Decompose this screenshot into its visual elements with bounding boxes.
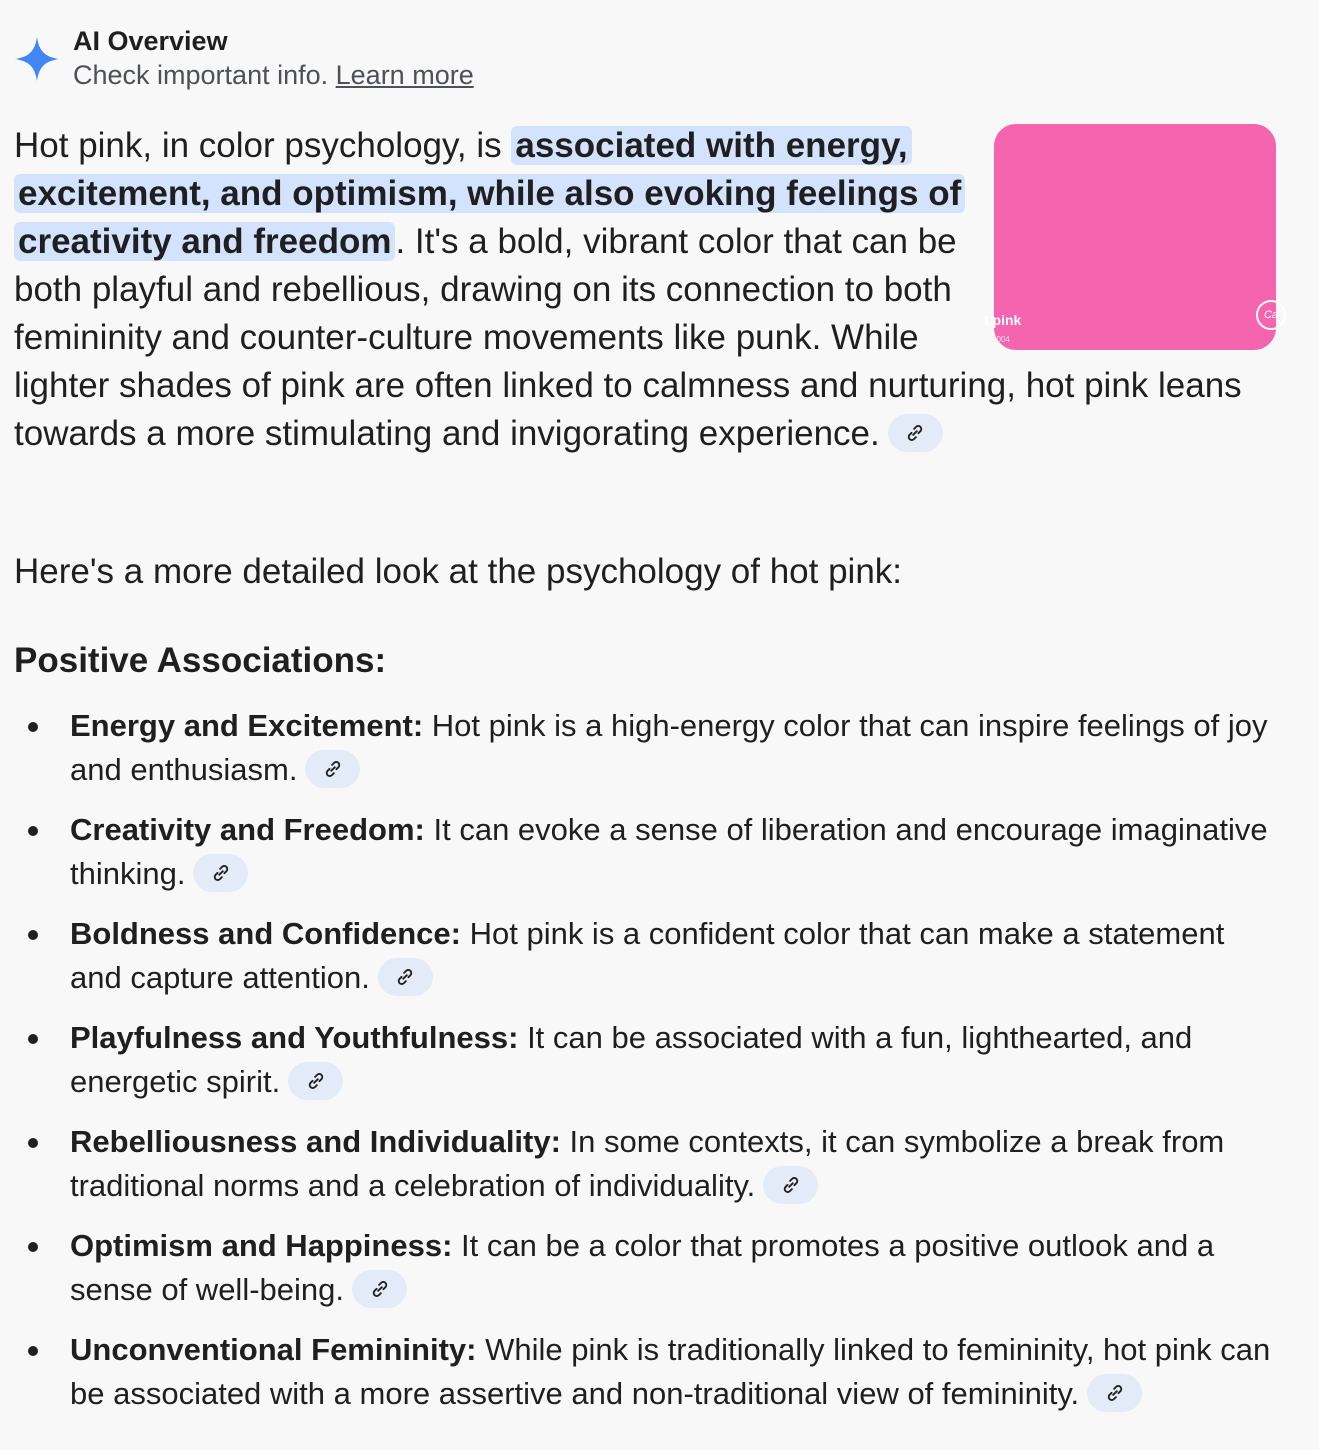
item-term: Boldness and Confidence: — [70, 916, 461, 951]
list-item — [14, 1120, 1276, 1208]
section-heading: Positive Associations: — [14, 641, 387, 680]
item-desc: It can evoke a sense of liberation and encourage imaginative thinking. — [70, 812, 1268, 891]
subtitle-text: Check important info. — [73, 60, 329, 90]
intro-paragraph — [14, 122, 1279, 458]
item-term: Optimism and Happiness: — [70, 1228, 453, 1263]
source-link-button[interactable] — [888, 414, 943, 452]
source-link-button[interactable] — [352, 1270, 407, 1308]
thumbnail-label: t pink — [984, 312, 1022, 328]
item-desc: Hot pink is a high-energy color that can inspire feelings of joy and enthusiasm. — [70, 708, 1268, 787]
ai-overview-title: AI Overview — [73, 26, 228, 56]
link-icon — [904, 422, 926, 444]
link-icon — [322, 758, 344, 780]
source-link-button[interactable] — [1087, 1374, 1142, 1412]
link-icon — [780, 1174, 802, 1196]
associations-list — [14, 704, 1276, 1432]
sparkle-icon — [14, 36, 60, 82]
ai-overview-header — [14, 24, 474, 92]
intro-text-before: Hot pink, in color psychology, is — [14, 126, 512, 165]
item-term: Creativity and Freedom: — [70, 812, 425, 847]
list-item — [14, 1224, 1276, 1312]
link-icon — [1104, 1382, 1126, 1404]
list-item — [14, 912, 1276, 1000]
item-desc: Hot pink is a confident color that can make a statement and capture attention. — [70, 916, 1225, 995]
source-link-button[interactable] — [378, 958, 433, 996]
list-item — [14, 808, 1276, 896]
intro-highlight: associated with energy, excitement, and optimism, while also evoking feelings of creativity and freedom — [14, 126, 965, 261]
learn-more-link[interactable]: Learn more — [335, 60, 474, 90]
item-desc: It can be associated with a fun, lighthearted, and energetic spirit. — [70, 1020, 1193, 1099]
thumbnail-sublabel: 5004 — [992, 335, 1010, 344]
item-desc: In some contexts, it can symbolize a break from traditional norms and a celebration of individuality. — [70, 1124, 1225, 1203]
detail-lead: Here's a more detailed look at the psychology of hot pink: — [14, 552, 903, 591]
source-link-button[interactable] — [763, 1166, 818, 1204]
link-icon — [305, 1070, 327, 1092]
item-desc: It can be a color that promotes a positive outlook and a sense of well-being. — [70, 1228, 1215, 1307]
list-item — [14, 704, 1276, 792]
source-link-button[interactable] — [288, 1062, 343, 1100]
thumbnail-logo: Ca — [1256, 300, 1286, 330]
source-link-button[interactable] — [305, 750, 360, 788]
link-icon — [210, 862, 232, 884]
source-link-button[interactable] — [193, 854, 248, 892]
hot-pink-thumbnail[interactable] — [984, 124, 1279, 350]
ai-overview-subtitle — [73, 58, 474, 92]
item-term: Unconventional Femininity: — [70, 1332, 477, 1367]
item-desc: While pink is traditionally linked to femininity, hot pink can be associated with a more assertive and non-traditional view of femininity. — [70, 1332, 1271, 1411]
item-term: Energy and Excitement: — [70, 708, 424, 743]
list-item — [14, 1328, 1276, 1416]
link-icon — [394, 966, 416, 988]
list-item — [14, 1016, 1276, 1104]
link-icon — [369, 1278, 391, 1300]
item-term: Playfulness and Youthfulness: — [70, 1020, 519, 1055]
item-term: Rebelliousness and Individuality: — [70, 1124, 561, 1159]
intro-text-after: . It's a bold, vibrant color that can be both playful and rebellious, drawing on its connection to both femininity and counter-culture movements like punk. While lighter shades of pink are often linked to calmness and nurturing, hot pink leans towards a more stimulating and invigorating experience. — [14, 222, 1242, 453]
